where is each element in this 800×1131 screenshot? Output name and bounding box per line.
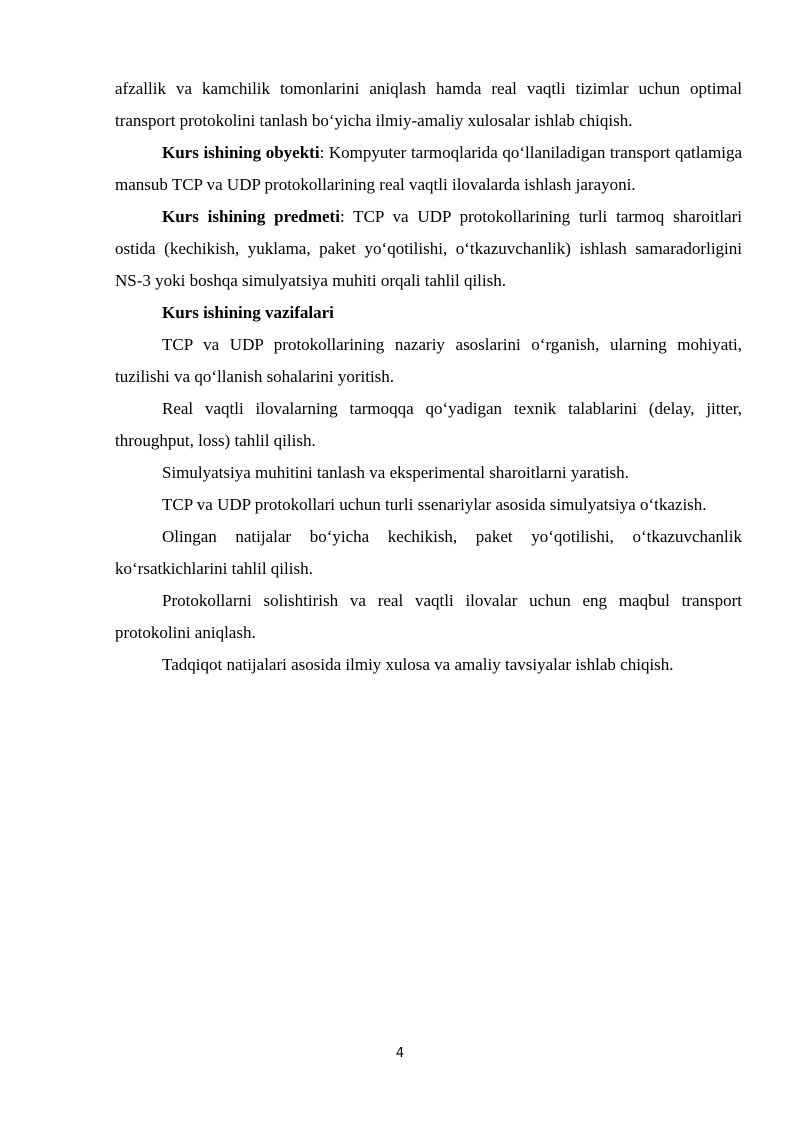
- task-item: Real vaqtli ilovalarning tarmoqqa qo‘yadigan texnik talablarini (delay, jitter, throughput, loss) tahlil qilish.: [115, 399, 742, 450]
- tasks-heading: Kurs ishining vazifalari: [162, 303, 334, 322]
- course-subject-text: : TCP va UDP protokollarining turli tarmoq sharoitlari ostida (kechikish, yuklama, paket yo‘qotilishi, o‘tkazuvchanlik) ishlash samaradorligini NS-3 yoki boshqa simulyatsiya muhiti orqali tahlil qilish.: [115, 207, 742, 290]
- course-object-text: : Kompyuter tarmoqlarida qo‘llaniladigan transport qatlamiga mansub TCP va UDP protokollarining real vaqtli ilovalarda ishlash jarayoni.: [115, 143, 742, 194]
- task-item: Simulyatsiya muhitini tanlash va eksperimental sharoitlarni yaratish.: [162, 463, 629, 482]
- course-subject-label: Kurs ishining predmeti: [162, 207, 340, 226]
- task-item: Protokollarni solishtirish va real vaqtli ilovalar uchun eng maqbul transport protokolini aniqlash.: [115, 591, 742, 642]
- task-item: Tadqiqot natijalari asosida ilmiy xulosa va amaliy tavsiyalar ishlab chiqish.: [162, 655, 674, 674]
- course-object-label: Kurs ishining obyekti: [162, 143, 320, 162]
- page-number: 4: [395, 1046, 405, 1061]
- task-item: Olingan natijalar bo‘yicha kechikish, paket yo‘qotilishi, o‘tkazuvchanlik ko‘rsatkichlarini tahlil qilish.: [115, 527, 742, 578]
- task-item: TCP va UDP protokollarining nazariy asoslarini o‘rganish, ularning mohiyati, tuzilishi va qo‘llanish sohalarini yoritish.: [115, 335, 742, 386]
- paragraph-course-object: [115, 137, 742, 201]
- document-page-body: [115, 73, 742, 681]
- paragraph-continuation: afzallik va kamchilik tomonlarini aniqlash hamda real vaqtli tizimlar uchun optimal transport protokolini tanlash bo‘yicha ilmiy-amaliy xulosalar ishlab chiqish.: [115, 79, 742, 130]
- paragraph-course-subject: [115, 201, 742, 297]
- task-item: TCP va UDP protokollari uchun turli ssenariylar asosida simulyatsiya o‘tkazish.: [162, 495, 707, 514]
